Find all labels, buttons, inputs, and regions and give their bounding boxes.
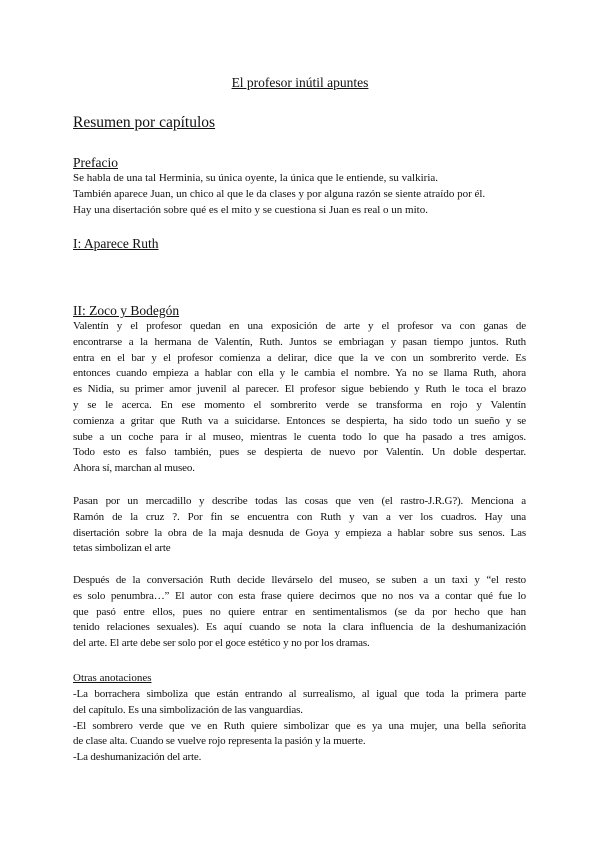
text-line: -El sombrero verde que ve en Ruth quiere simbolizar que es ya una mujer, una bella señorita bbox=[73, 719, 526, 732]
text-line: de clase alta. Cuando se vuelve rojo representa la pasión y la muerte. bbox=[73, 735, 366, 748]
text-line: entra en el bar y el profesor comienza a delirar, dice que la ve con un sombrerito verde. Es bbox=[73, 351, 526, 364]
text-line: encontrarse a la hermana de Valentín, Ruth. Juntos se embriagan y pasan tiempo juntos. Ruth bbox=[73, 335, 526, 348]
text-line: es solo penumbra…” El autor con esta frase quiere decirnos que no nos va a contar qué fue lo bbox=[73, 589, 526, 602]
text-line: disertación sobre la obra de la maja desnuda de Goya y empieza a hablar sobre sus senos. Las bbox=[73, 526, 526, 539]
prefacio-heading: Prefacio bbox=[73, 155, 118, 170]
prefacio-line-2: También aparece Juan, un chico al que le da clases y por alguna razón se siente atraído por él. bbox=[73, 188, 486, 200]
chapter-2-paragraph-2 bbox=[73, 494, 526, 557]
text-line: -La deshumanización del arte. bbox=[73, 751, 202, 764]
document-title: El profesor inútil apuntes bbox=[231, 75, 369, 90]
text-line: y se le acerca. En ese momento el sombrerito verde se transforma en rojo y Valentín bbox=[73, 398, 526, 411]
text-line: Después de la conversación Ruth decide llevárselo del museo, se suben a un taxi y “el resto bbox=[73, 574, 526, 586]
text-line: Todo esto es falso también, pues se despierta de nuevo por Valentín. Un doble despertar. bbox=[73, 446, 526, 459]
text-line: del capítulo. Es una simbolización de las vanguardias. bbox=[73, 703, 303, 716]
prefacio-line-3: Hay una disertación sobre qué es el mito y se cuestiona si Juan es real o un mito. bbox=[73, 204, 428, 216]
otras-anotaciones-heading: Otras anotaciones bbox=[73, 672, 152, 684]
text-line: Ahora sí, marchan al museo. bbox=[73, 462, 195, 475]
text-line: tenido relaciones sexuales). Es aquí cuando se nota la clara influencia de la deshumanización bbox=[73, 621, 526, 634]
text-line: comienza a gritar que Ruth va a suicidarse. Entonces se despierta, ha sido todo un sueño y se bbox=[73, 414, 526, 427]
chapter-2-heading: II: Zoco y Bodegón bbox=[73, 303, 180, 318]
text-line: -La borrachera simboliza que están entrando al surrealismo, al igual que toda la primera parte bbox=[73, 688, 526, 700]
text-line: tetas simbolizan el arte bbox=[73, 542, 171, 555]
text-line: Ramón de la cruz ?. Por fin se encuentra con Ruth y van a ver los cuadros. Hay una bbox=[73, 510, 526, 523]
text-line: entonces cuando empieza a hablar con ella y le cambia el nombre. Ya no se llama Ruth, ahora bbox=[73, 367, 526, 380]
chapter-2-paragraph-3 bbox=[73, 573, 526, 652]
text-line: que pasó entre ellos, pues no quiere entrar en sentimentalismos (se da por hecho que han bbox=[73, 605, 526, 618]
chapter-2-paragraph-1 bbox=[73, 319, 526, 477]
prefacio-line-1: Se habla de una tal Herminia, su única oyente, la única que le entiende, su valkiria. bbox=[73, 172, 439, 184]
text-line: sube a un coche para ir al museo, mientras le cuenta todo lo que ha pasado a tres amigos. bbox=[73, 430, 526, 443]
text-line: del arte. El arte debe ser solo por el goce estético y no por los dramas. bbox=[73, 637, 370, 650]
text-line: Valentín y el profesor quedan en una exposición de arte y el profesor va con ganas de bbox=[73, 320, 526, 332]
summary-heading: Resumen por capítulos bbox=[73, 114, 216, 131]
text-line: es Nidia, su primer amor juvenil al parecer. El profesor sigue bebiendo y Ruth le toca el brazo bbox=[73, 383, 526, 396]
chapter-1-heading: I: Aparece Ruth bbox=[73, 236, 159, 251]
otras-anotaciones-list bbox=[73, 687, 526, 766]
text-line: Pasan por un mercadillo y describe todas las cosas que ven (el rastro-J.R.G?). Menciona a bbox=[73, 495, 526, 507]
